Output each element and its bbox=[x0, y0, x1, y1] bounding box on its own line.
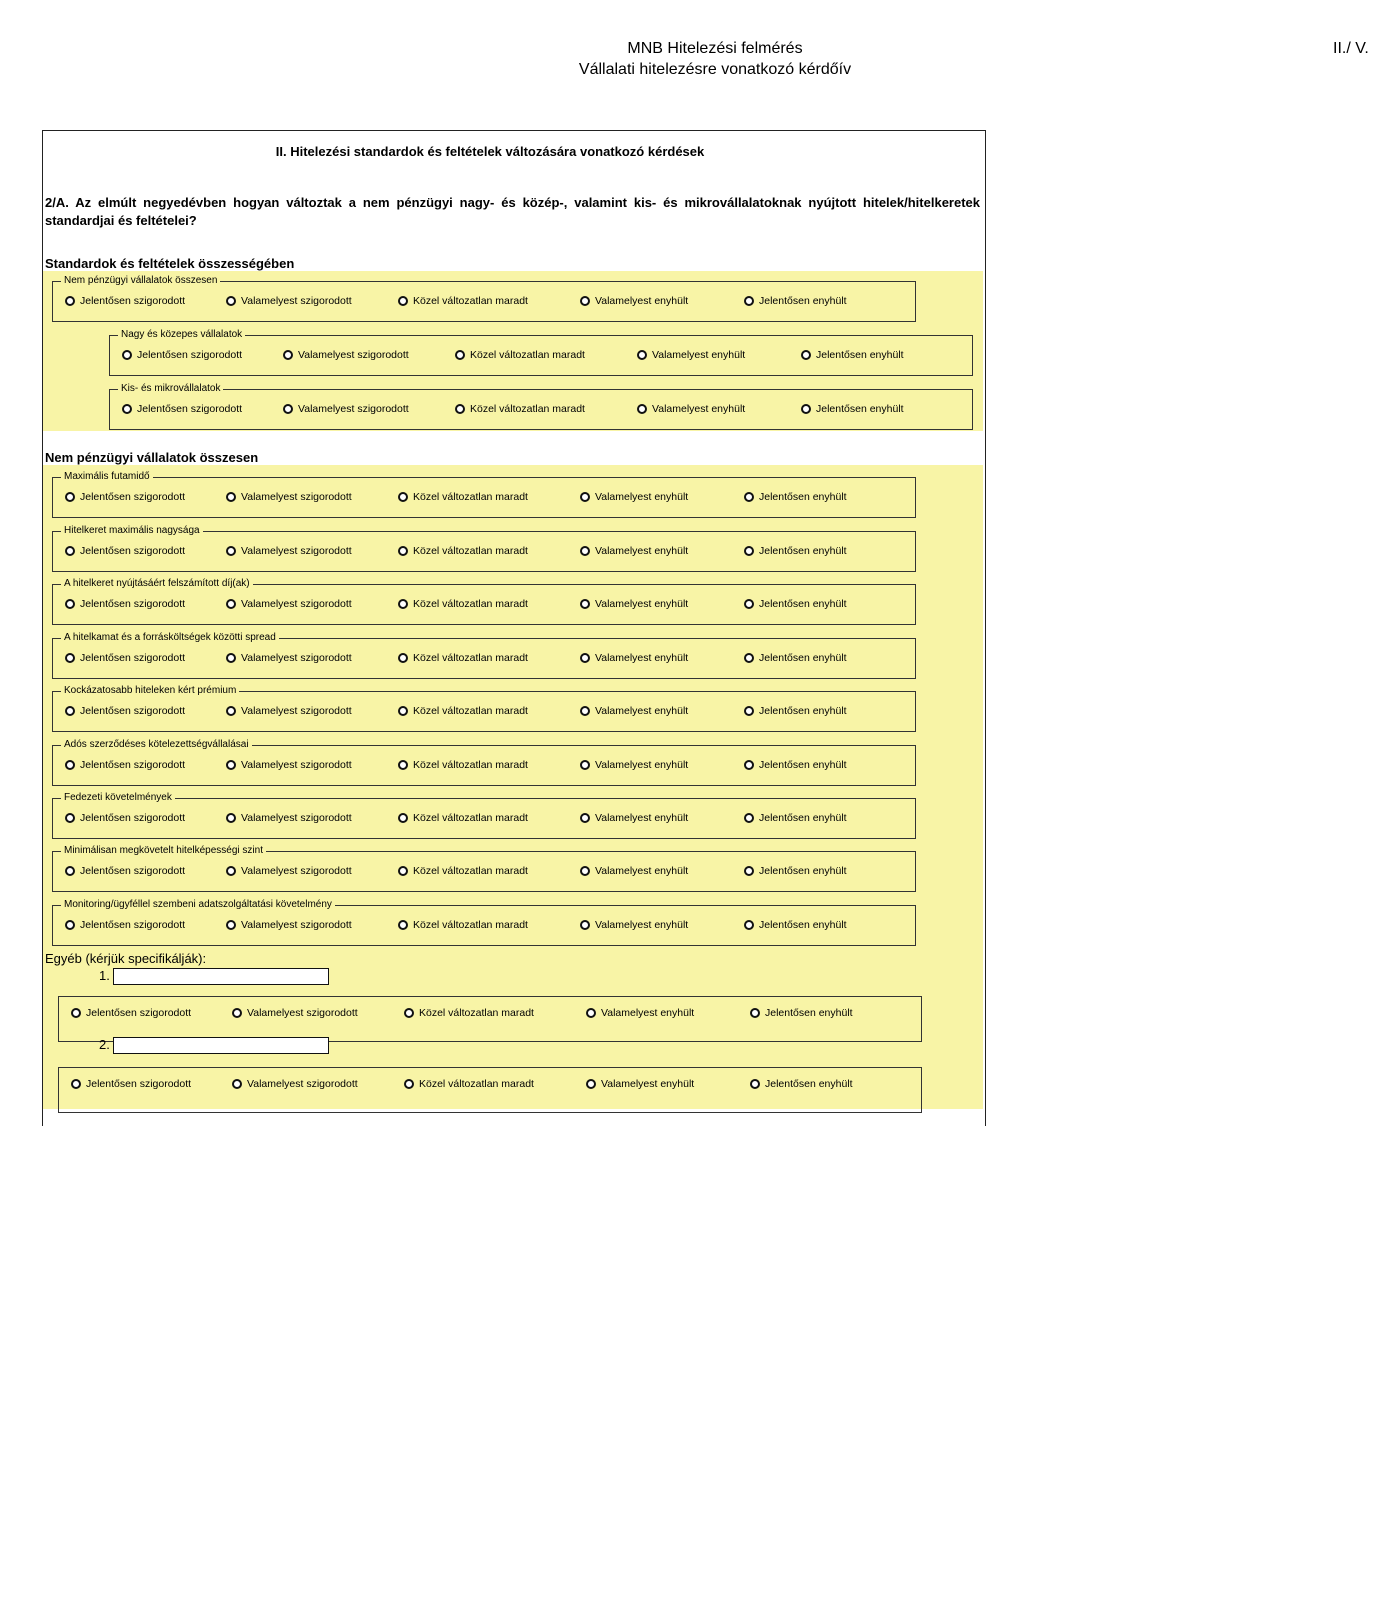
option-label: Jelentősen enyhült bbox=[759, 652, 847, 664]
criterion-3-option-3[interactable] bbox=[398, 598, 528, 610]
radio-button[interactable] bbox=[65, 492, 75, 502]
criterion-7-legend: Fedezeti követelmények bbox=[64, 792, 172, 803]
radio-button[interactable] bbox=[283, 404, 293, 414]
option-label: Valamelyest enyhült bbox=[595, 812, 689, 824]
criterion-1-option-3[interactable] bbox=[398, 491, 528, 503]
radio-button[interactable] bbox=[404, 1008, 414, 1018]
radio-button[interactable] bbox=[580, 866, 590, 876]
criterion-5-option-1[interactable] bbox=[65, 705, 185, 717]
other-item-1-option-5[interactable] bbox=[750, 1007, 853, 1019]
option-label: Jelentősen enyhült bbox=[759, 812, 847, 824]
overall-3-option-2[interactable] bbox=[283, 403, 409, 415]
criterion-5-group bbox=[52, 686, 916, 732]
overall-1-option-4[interactable] bbox=[580, 295, 688, 307]
overall-2-option-4[interactable] bbox=[637, 349, 745, 361]
option-label: Jelentősen enyhült bbox=[816, 349, 904, 361]
criterion-2-option-2[interactable] bbox=[226, 545, 352, 557]
criterion-3-group bbox=[52, 579, 916, 625]
option-label: Jelentősen enyhült bbox=[759, 919, 847, 931]
radio-button[interactable] bbox=[226, 546, 236, 556]
criterion-9-option-3[interactable] bbox=[398, 919, 528, 931]
radio-button[interactable] bbox=[65, 296, 75, 306]
option-label: Valamelyest szigorodott bbox=[241, 919, 352, 931]
header-title: MNB Hitelezési felmérés bbox=[627, 40, 803, 57]
overall-2-group bbox=[109, 330, 973, 376]
other-item-1-field[interactable] bbox=[114, 970, 328, 985]
option-label: Jelentősen enyhült bbox=[759, 545, 847, 557]
other-item-1-group bbox=[58, 996, 922, 1042]
other-item-2-input[interactable] bbox=[113, 1037, 329, 1054]
radio-button[interactable] bbox=[65, 760, 75, 770]
criterion-7-option-5[interactable] bbox=[744, 812, 847, 824]
overall-2-legend: Nagy és közepes vállalatok bbox=[121, 329, 243, 340]
option-label: Jelentősen enyhült bbox=[759, 491, 847, 503]
criterion-6-option-3[interactable] bbox=[398, 759, 528, 771]
radio-button[interactable] bbox=[580, 760, 590, 770]
option-label: Jelentősen enyhült bbox=[765, 1078, 853, 1090]
option-label: Valamelyest szigorodott bbox=[241, 812, 352, 824]
criterion-6-option-5[interactable] bbox=[744, 759, 847, 771]
criterion-3-legend: A hitelkeret nyújtásáért felszámított díj(ak) bbox=[64, 578, 250, 589]
radio-button[interactable] bbox=[65, 653, 75, 663]
other-item-1-option-4[interactable] bbox=[586, 1007, 694, 1019]
other-item-2-option-3[interactable] bbox=[404, 1078, 534, 1090]
option-label: Közel változatlan maradt bbox=[413, 812, 528, 824]
option-label: Jelentősen szigorodott bbox=[80, 705, 186, 717]
option-label: Jelentősen szigorodott bbox=[137, 403, 243, 415]
option-label: Jelentősen szigorodott bbox=[80, 759, 186, 771]
criterion-4-option-2[interactable] bbox=[226, 652, 352, 664]
radio-button[interactable] bbox=[71, 1079, 81, 1089]
criterion-8-option-3[interactable] bbox=[398, 865, 528, 877]
option-label: Közel változatlan maradt bbox=[470, 349, 585, 361]
radio-button[interactable] bbox=[744, 492, 754, 502]
radio-button[interactable] bbox=[744, 920, 754, 930]
criterion-2-option-5[interactable] bbox=[744, 545, 847, 557]
option-label: Jelentősen enyhült bbox=[765, 1007, 853, 1019]
radio-button[interactable] bbox=[65, 813, 75, 823]
criterion-7-option-3[interactable] bbox=[398, 812, 528, 824]
criterion-1-group bbox=[52, 472, 916, 518]
radio-button[interactable] bbox=[398, 653, 408, 663]
radio-button[interactable] bbox=[226, 920, 236, 930]
overall-2-option-5[interactable] bbox=[801, 349, 904, 361]
radio-button[interactable] bbox=[226, 599, 236, 609]
option-label: Jelentősen enyhült bbox=[759, 598, 847, 610]
option-label: Közel változatlan maradt bbox=[413, 652, 528, 664]
overall-3-option-3[interactable] bbox=[455, 403, 585, 415]
header-subtitle: Vállalati hitelezésre vonatkozó kérdőív bbox=[578, 61, 852, 78]
radio-button[interactable] bbox=[586, 1008, 596, 1018]
overall-3-option-1[interactable] bbox=[122, 403, 242, 415]
other-item-2-group bbox=[58, 1067, 922, 1113]
option-label: Jelentősen enyhült bbox=[816, 403, 904, 415]
option-label: Valamelyest enyhült bbox=[595, 865, 689, 877]
radio-button[interactable] bbox=[283, 350, 293, 360]
radio-button[interactable] bbox=[398, 492, 408, 502]
radio-button[interactable] bbox=[580, 653, 590, 663]
criterion-3-option-2[interactable] bbox=[226, 598, 352, 610]
radio-button[interactable] bbox=[65, 920, 75, 930]
option-label: Közel változatlan maradt bbox=[470, 403, 585, 415]
radio-button[interactable] bbox=[226, 813, 236, 823]
criterion-8-legend: Minimálisan megkövetelt hitelképességi szint bbox=[64, 845, 263, 856]
criterion-1-option-1[interactable] bbox=[65, 491, 185, 503]
radio-button[interactable] bbox=[580, 296, 590, 306]
block1-heading: Standardok és feltételek összességében bbox=[45, 256, 295, 271]
criterion-5-legend: Kockázatosabb hiteleken kért prémium bbox=[64, 685, 237, 696]
criterion-8-group bbox=[52, 846, 916, 892]
other-item-2-option-1[interactable] bbox=[71, 1078, 191, 1090]
radio-button[interactable] bbox=[580, 706, 590, 716]
question-text: 2/A. Az elmúlt negyedévben hogyan változtak a nem pénzügyi nagy- és közép-, valamint kis- és mikrovállalatoknak nyújtott hitelek/hitelkeretek standardjai és feltételei? bbox=[45, 195, 980, 228]
option-label: Jelentősen enyhült bbox=[759, 705, 847, 717]
option-label: Jelentősen enyhült bbox=[759, 865, 847, 877]
option-label: Valamelyest szigorodott bbox=[241, 491, 352, 503]
option-label: Jelentősen szigorodott bbox=[80, 545, 186, 557]
radio-button[interactable] bbox=[455, 404, 465, 414]
criterion-7-option-2[interactable] bbox=[226, 812, 352, 824]
radio-button[interactable] bbox=[65, 599, 75, 609]
option-label: Jelentősen szigorodott bbox=[80, 652, 186, 664]
radio-button[interactable] bbox=[580, 813, 590, 823]
criterion-2-option-4[interactable] bbox=[580, 545, 688, 557]
radio-button[interactable] bbox=[455, 350, 465, 360]
option-label: Valamelyest enyhült bbox=[595, 652, 689, 664]
option-label: Valamelyest enyhült bbox=[595, 705, 689, 717]
section-title: II. Hitelezési standardok és feltételek változására vonatkozó kérdések bbox=[275, 144, 705, 159]
criterion-1-option-4[interactable] bbox=[580, 491, 688, 503]
option-label: Közel változatlan maradt bbox=[413, 545, 528, 557]
option-label: Valamelyest szigorodott bbox=[298, 403, 409, 415]
overall-1-option-1[interactable] bbox=[65, 295, 185, 307]
radio-button[interactable] bbox=[226, 706, 236, 716]
radio-button[interactable] bbox=[398, 866, 408, 876]
criterion-9-legend: Monitoring/ügyféllel szembeni adatszolgáltatási követelmény bbox=[64, 899, 332, 910]
radio-button[interactable] bbox=[71, 1008, 81, 1018]
radio-button[interactable] bbox=[398, 599, 408, 609]
other-item-2-number: 2. bbox=[99, 1037, 110, 1052]
criterion-5-option-3[interactable] bbox=[398, 705, 528, 717]
radio-button[interactable] bbox=[398, 546, 408, 556]
criterion-9-option-5[interactable] bbox=[744, 919, 847, 931]
option-label: Jelentősen szigorodott bbox=[80, 919, 186, 931]
option-label: Valamelyest enyhült bbox=[595, 598, 689, 610]
criterion-1-legend: Maximális futamidő bbox=[64, 471, 150, 482]
option-label: Valamelyest enyhült bbox=[595, 295, 689, 307]
radio-button[interactable] bbox=[586, 1079, 596, 1089]
criterion-6-group bbox=[52, 740, 916, 786]
option-label: Valamelyest enyhült bbox=[601, 1007, 695, 1019]
option-label: Valamelyest enyhült bbox=[601, 1078, 695, 1090]
radio-button[interactable] bbox=[232, 1008, 242, 1018]
radio-button[interactable] bbox=[398, 296, 408, 306]
option-label: Valamelyest szigorodott bbox=[241, 759, 352, 771]
option-label: Jelentősen szigorodott bbox=[80, 491, 186, 503]
option-label: Közel változatlan maradt bbox=[413, 865, 528, 877]
criterion-8-option-4[interactable] bbox=[580, 865, 688, 877]
option-label: Valamelyest enyhült bbox=[595, 759, 689, 771]
criterion-4-option-1[interactable] bbox=[65, 652, 185, 664]
criterion-3-option-5[interactable] bbox=[744, 598, 847, 610]
criterion-2-option-1[interactable] bbox=[65, 545, 185, 557]
radio-button[interactable] bbox=[398, 813, 408, 823]
criterion-5-option-2[interactable] bbox=[226, 705, 352, 717]
option-label: Valamelyest szigorodott bbox=[241, 865, 352, 877]
overall-3-legend: Kis- és mikrovállalatok bbox=[121, 383, 221, 394]
option-label: Valamelyest szigorodott bbox=[247, 1007, 358, 1019]
radio-button[interactable] bbox=[398, 760, 408, 770]
option-label: Valamelyest enyhült bbox=[652, 349, 746, 361]
criterion-1-option-5[interactable] bbox=[744, 491, 847, 503]
other-item-2-field[interactable] bbox=[114, 1039, 328, 1054]
radio-button[interactable] bbox=[744, 706, 754, 716]
radio-button[interactable] bbox=[226, 296, 236, 306]
criterion-8-option-5[interactable] bbox=[744, 865, 847, 877]
radio-button[interactable] bbox=[744, 546, 754, 556]
criterion-6-option-4[interactable] bbox=[580, 759, 688, 771]
option-label: Jelentősen enyhült bbox=[759, 295, 847, 307]
radio-button[interactable] bbox=[801, 404, 811, 414]
radio-button[interactable] bbox=[580, 599, 590, 609]
overall-1-group bbox=[52, 276, 916, 322]
other-item-1-number: 1. bbox=[99, 968, 110, 983]
radio-button[interactable] bbox=[744, 866, 754, 876]
radio-button[interactable] bbox=[398, 920, 408, 930]
radio-button[interactable] bbox=[122, 350, 132, 360]
radio-button[interactable] bbox=[398, 706, 408, 716]
option-label: Jelentősen szigorodott bbox=[137, 349, 243, 361]
radio-button[interactable] bbox=[744, 813, 754, 823]
option-label: Valamelyest szigorodott bbox=[247, 1078, 358, 1090]
radio-button[interactable] bbox=[122, 404, 132, 414]
overall-1-option-5[interactable] bbox=[744, 295, 847, 307]
criterion-7-option-1[interactable] bbox=[65, 812, 185, 824]
criterion-7-option-4[interactable] bbox=[580, 812, 688, 824]
overall-2-option-2[interactable] bbox=[283, 349, 409, 361]
criterion-6-legend: Adós szerződéses kötelezettségvállalásai bbox=[64, 739, 249, 750]
criterion-4-option-5[interactable] bbox=[744, 652, 847, 664]
criterion-8-option-1[interactable] bbox=[65, 865, 185, 877]
radio-button[interactable] bbox=[232, 1079, 242, 1089]
overall-3-option-5[interactable] bbox=[801, 403, 904, 415]
other-item-1-option-2[interactable] bbox=[232, 1007, 358, 1019]
radio-button[interactable] bbox=[801, 350, 811, 360]
option-label: Jelentősen szigorodott bbox=[80, 598, 186, 610]
criterion-4-option-4[interactable] bbox=[580, 652, 688, 664]
criterion-9-group bbox=[52, 900, 916, 946]
criterion-6-option-2[interactable] bbox=[226, 759, 352, 771]
other-item-2-option-2[interactable] bbox=[232, 1078, 358, 1090]
radio-button[interactable] bbox=[226, 760, 236, 770]
radio-button[interactable] bbox=[580, 920, 590, 930]
option-label: Valamelyest szigorodott bbox=[241, 705, 352, 717]
block2-heading: Nem pénzügyi vállalatok összesen bbox=[45, 450, 259, 465]
option-label: Jelentősen szigorodott bbox=[86, 1007, 192, 1019]
criterion-4-option-3[interactable] bbox=[398, 652, 528, 664]
radio-button[interactable] bbox=[226, 653, 236, 663]
option-label: Közel változatlan maradt bbox=[413, 705, 528, 717]
option-label: Jelentősen szigorodott bbox=[80, 295, 186, 307]
radio-button[interactable] bbox=[65, 866, 75, 876]
criterion-9-option-2[interactable] bbox=[226, 919, 352, 931]
option-label: Valamelyest szigorodott bbox=[298, 349, 409, 361]
radio-button[interactable] bbox=[744, 653, 754, 663]
other-item-1-option-1[interactable] bbox=[71, 1007, 191, 1019]
criterion-5-option-4[interactable] bbox=[580, 705, 688, 717]
other-item-2-option-4[interactable] bbox=[586, 1078, 694, 1090]
radio-button[interactable] bbox=[744, 296, 754, 306]
radio-button[interactable] bbox=[744, 599, 754, 609]
radio-button[interactable] bbox=[580, 546, 590, 556]
overall-1-option-3[interactable] bbox=[398, 295, 528, 307]
option-label: Valamelyest szigorodott bbox=[241, 545, 352, 557]
radio-button[interactable] bbox=[580, 492, 590, 502]
criterion-3-option-4[interactable] bbox=[580, 598, 688, 610]
option-label: Közel változatlan maradt bbox=[419, 1007, 534, 1019]
criterion-8-option-2[interactable] bbox=[226, 865, 352, 877]
criterion-1-option-2[interactable] bbox=[226, 491, 352, 503]
overall-2-option-3[interactable] bbox=[455, 349, 585, 361]
option-label: Valamelyest enyhült bbox=[595, 545, 689, 557]
criterion-3-option-1[interactable] bbox=[65, 598, 185, 610]
other-item-1-option-3[interactable] bbox=[404, 1007, 534, 1019]
criterion-7-group bbox=[52, 793, 916, 839]
criterion-4-legend: A hitelkamat és a forrásköltségek közötti spread bbox=[64, 632, 276, 643]
overall-2-option-1[interactable] bbox=[122, 349, 242, 361]
option-label: Valamelyest enyhült bbox=[595, 919, 689, 931]
overall-1-legend: Nem pénzügyi vállalatok összesen bbox=[64, 275, 218, 286]
option-label: Közel változatlan maradt bbox=[413, 919, 528, 931]
criterion-2-legend: Hitelkeret maximális nagysága bbox=[64, 525, 200, 536]
radio-button[interactable] bbox=[404, 1079, 414, 1089]
overall-3-option-4[interactable] bbox=[637, 403, 745, 415]
criterion-2-group bbox=[52, 526, 916, 572]
option-label: Valamelyest szigorodott bbox=[241, 652, 352, 664]
radio-button[interactable] bbox=[226, 492, 236, 502]
option-label: Valamelyest enyhült bbox=[652, 403, 746, 415]
page-number: II./ V. bbox=[1333, 40, 1369, 57]
option-label: Valamelyest szigorodott bbox=[241, 295, 352, 307]
criterion-5-option-5[interactable] bbox=[744, 705, 847, 717]
option-label: Közel változatlan maradt bbox=[419, 1078, 534, 1090]
criterion-9-option-4[interactable] bbox=[580, 919, 688, 931]
option-label: Közel változatlan maradt bbox=[413, 295, 528, 307]
radio-button[interactable] bbox=[65, 546, 75, 556]
criterion-2-option-3[interactable] bbox=[398, 545, 528, 557]
other-item-1-input[interactable] bbox=[113, 968, 329, 985]
criterion-6-option-1[interactable] bbox=[65, 759, 185, 771]
option-label: Valamelyest szigorodott bbox=[241, 598, 352, 610]
option-label: Jelentősen szigorodott bbox=[86, 1078, 192, 1090]
criterion-4-group bbox=[52, 633, 916, 679]
option-label: Közel változatlan maradt bbox=[413, 598, 528, 610]
overall-1-option-2[interactable] bbox=[226, 295, 352, 307]
document-header bbox=[0, 38, 1381, 80]
other-item-2-option-5[interactable] bbox=[750, 1078, 853, 1090]
radio-button[interactable] bbox=[750, 1008, 760, 1018]
option-label: Közel változatlan maradt bbox=[413, 759, 528, 771]
option-label: Közel változatlan maradt bbox=[413, 491, 528, 503]
other-label: Egyéb (kérjük specifikálják): bbox=[45, 951, 207, 966]
radio-button[interactable] bbox=[750, 1079, 760, 1089]
option-label: Valamelyest enyhült bbox=[595, 491, 689, 503]
overall-3-group bbox=[109, 384, 973, 430]
radio-button[interactable] bbox=[637, 404, 647, 414]
radio-button[interactable] bbox=[637, 350, 647, 360]
radio-button[interactable] bbox=[65, 706, 75, 716]
option-label: Jelentősen szigorodott bbox=[80, 865, 186, 877]
criterion-9-option-1[interactable] bbox=[65, 919, 185, 931]
option-label: Jelentősen szigorodott bbox=[80, 812, 186, 824]
option-label: Jelentősen enyhült bbox=[759, 759, 847, 771]
radio-button[interactable] bbox=[744, 760, 754, 770]
radio-button[interactable] bbox=[226, 866, 236, 876]
